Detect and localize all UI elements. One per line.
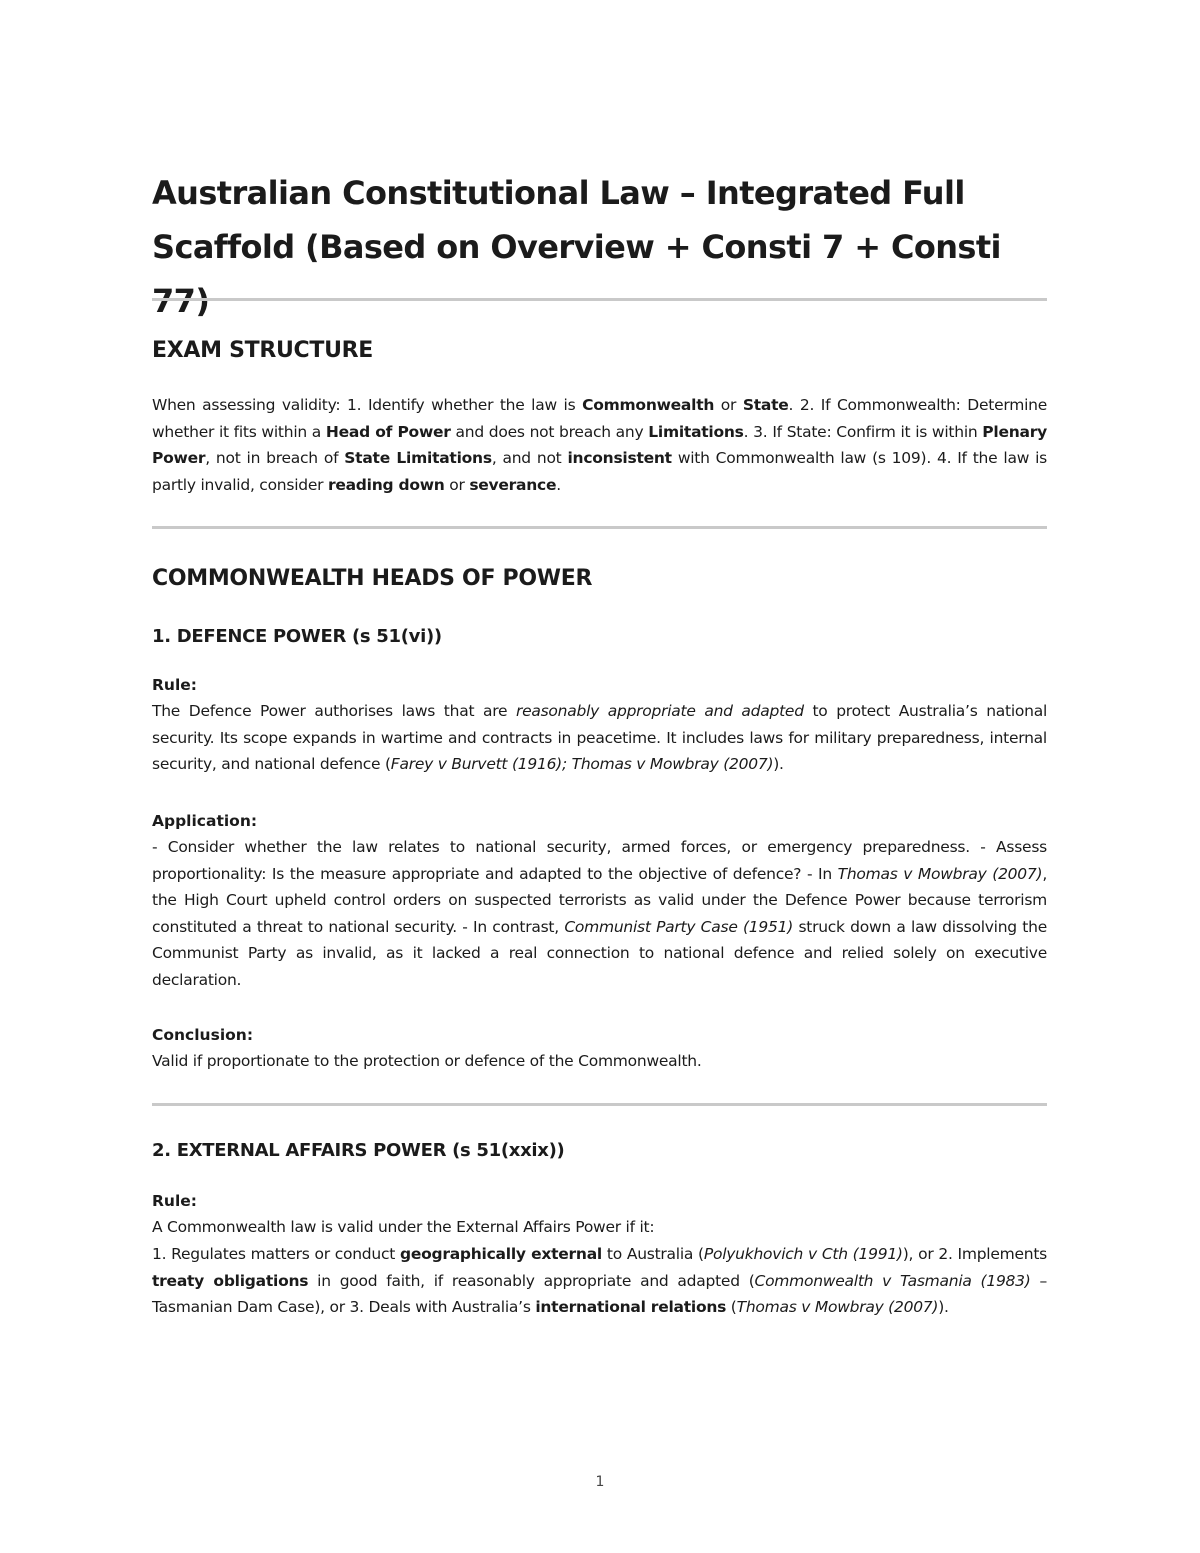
defence-rule-paragraph: The Defence Power authorises laws that are reasonably appropriate and adapted to protect Australia’s national security. Its scope expands in wartime and contracts in peacetime. It includes laws for military preparedness, internal security, and national defence (Farey v Burvett (1916); Thomas v Mowbray (2007)).	[152, 702, 1048, 774]
page-number: 1	[595, 1474, 605, 1490]
subsection-heading-defence-power: 1. DEFENCE POWER (s 51(vi))	[152, 626, 442, 647]
document-title: Australian Constitutional Law – Integrated Full Scaffold (Based on Overview + Consti 7 + Consti 77)	[152, 174, 1001, 320]
divider	[152, 526, 1047, 529]
section-heading-heads-of-power: COMMONWEALTH HEADS OF POWER	[152, 566, 593, 591]
external-affairs-intro: A Commonwealth law is valid under the External Affairs Power if it:	[152, 1218, 655, 1236]
defence-application-paragraph: - Consider whether the law relates to national security, armed forces, or emergency preparedness. - Assess proportionality: Is the measure appropriate and adapted to the objective of defence? - In Thomas v Mowbray (2007), the High Court upheld control orders on suspected terrorists as valid under the Defence Power because terrorism constituted a threat to national security. - In contrast, Communist Party Case (1951) struck down a law dissolving the Communist Party as invalid, as it lacked a real connection to national defence and relied solely on executive declaration.	[152, 838, 1048, 989]
rule-label: Rule:	[152, 676, 197, 694]
section-heading-exam-structure: EXAM STRUCTURE	[152, 338, 374, 363]
application-label: Application:	[152, 812, 258, 830]
divider	[152, 1103, 1047, 1106]
divider	[152, 298, 1047, 301]
conclusion-label: Conclusion:	[152, 1026, 254, 1044]
rule-label: Rule:	[152, 1192, 197, 1210]
exam-structure-paragraph: When assessing validity: 1. Identify whether the law is Commonwealth or State. 2. If Commonwealth: Determine whether it fits within a Head of Power and does not breach any Limitations. 3. If State: Confirm it is within Plenary Power, not in breach of State Limitations, and not inconsistent with Commonwealth law (s 109). 4. If the law is partly invalid, consider reading down or severance.	[152, 396, 1048, 494]
subsection-heading-external-affairs-power: 2. EXTERNAL AFFAIRS POWER (s 51(xxix))	[152, 1140, 565, 1161]
defence-conclusion-paragraph: Valid if proportionate to the protection or defence of the Commonwealth.	[152, 1052, 702, 1070]
external-affairs-rule-paragraph: 1. Regulates matters or conduct geographically external to Australia (Polyukhovich v Cth (1991)), or 2. Implements treaty obligations in good faith, if reasonably appropriate and adapted (Commonwealth v Tasmania (1983) – Tasmanian Dam Case), or 3. Deals with Australia’s international relations (Thomas v Mowbray (2007)).	[152, 1245, 1048, 1317]
